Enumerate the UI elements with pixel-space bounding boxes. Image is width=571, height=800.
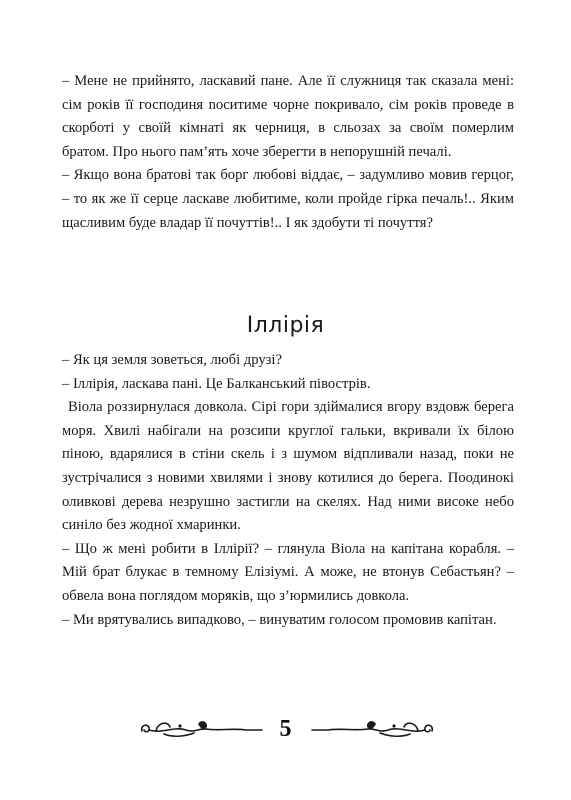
paragraph: – Мене не прийнято, ласкавий пане. Але її служниця так сказала мені: сім років її господиня noситиме чорне покривало, сім років проведе в скорботі у своїй кімнаті як черниця, в сльозах за своїм померлим братом. Про нього пам’ять хоче зберегти в непорушній печалі. [62,73,514,160]
flourish-ornament-icon [134,716,264,742]
paragraph: – Як ця земля зоветься, любі друзі? [62,352,282,368]
paragraph: – Ми врятувались випадково, – винуватим голосом промовив капітан. [62,611,497,628]
paragraph: – Що ж мені робити в Іллірії? – глянула Віола на капітана корабля. – Мій брат блукає в темному Елізіумі. А може, не втонув Себастьян? – обвела вона поглядом моряків, що з’юрмились довкола. [62,540,514,604]
text-block-bottom [62,349,514,632]
paragraph: Віола роззирнулася довкола. Сірі гори здіймалися вгору вздовж берега моря. Хвилі набігали на розсипи круглої гальки, вкривали їх білою піною, вдарялися в стіни скель і з шумом відпливали назад, поки не зустрічалися з новими хвилями і знову котилися до берега. Поодинокі оливкові дерева незрушно застигли на скелях. Над ними високе небо синіло без жодної хмаринки. [62,399,514,534]
text-block-top [62,70,514,235]
page-footer [0,712,571,748]
paragraph: – Іллірія, ласкава пані. Це Балканський півострів. [62,375,371,392]
page-number: 5 [279,716,292,742]
paragraph: – Якщо вона братові так борг любові віддає, – задумливо мовив герцог, – то як же її серце ласкаве любитиме, коли пройде гірка печаль!.. Яким щасливим буде владар її почуттів!.. І як здобути ті почуття? [62,167,514,231]
chapter-title: Іллірія [246,313,325,338]
flourish-ornament-icon [310,716,440,742]
